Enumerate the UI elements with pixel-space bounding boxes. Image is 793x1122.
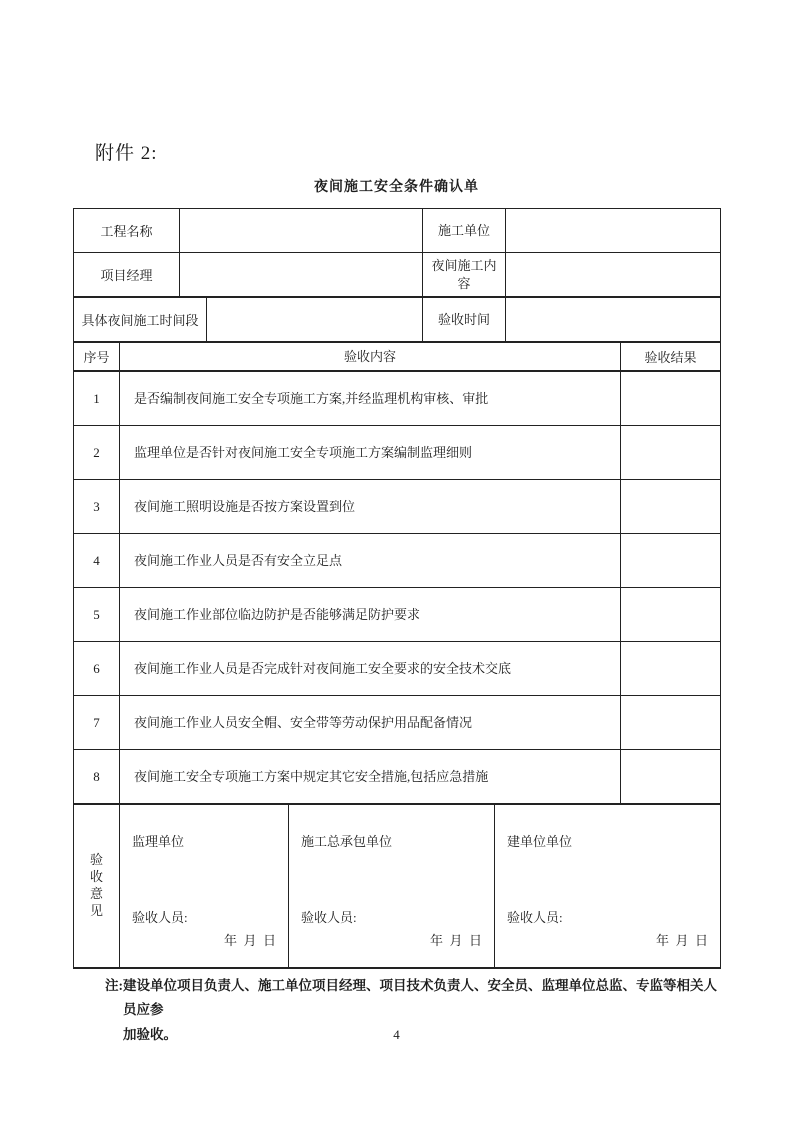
owner-personnel-label: 验收人员: xyxy=(507,910,563,925)
general-contractor-personnel-label: 验收人员: xyxy=(301,910,357,925)
footnote-prefix: 注: xyxy=(105,978,123,993)
info-row-time-period xyxy=(74,296,720,341)
header-index: 序号 xyxy=(74,343,120,370)
checklist-row-8 xyxy=(74,749,720,803)
owner-unit-cell xyxy=(495,805,720,967)
row-4-content: 夜间施工作业人员是否有安全立足点 xyxy=(120,534,621,587)
form-title: 夜间施工安全条件确认单 xyxy=(314,178,479,194)
row-3-result xyxy=(621,480,720,533)
row-1-number: 1 xyxy=(74,372,120,425)
row-6-number: 6 xyxy=(74,642,120,695)
row-3-content: 夜间施工照明设施是否按方案设置到位 xyxy=(120,480,621,533)
general-contractor-date-label: 年 月 日 xyxy=(429,933,482,948)
info-row-project xyxy=(74,209,720,252)
row-2-number: 2 xyxy=(74,426,120,479)
row-8-content: 夜间施工安全专项施工方案中规定其它安全措施,包括应急措施 xyxy=(120,750,621,803)
construction-unit-label-text: 施工单位 xyxy=(437,222,490,238)
row-8-number: 8 xyxy=(74,750,120,803)
supervision-unit-label: 监理单位 xyxy=(132,834,185,849)
row-3-number: 3 xyxy=(74,480,120,533)
owner-unit-label: 建单位单位 xyxy=(507,834,573,849)
general-contractor-label: 施工总承包单位 xyxy=(301,834,393,849)
info-row-manager xyxy=(74,252,720,296)
night-work-content-label-text: 夜间施工内容 xyxy=(431,257,497,291)
night-work-content-value xyxy=(506,253,720,296)
row-2-result xyxy=(621,426,720,479)
row-5-number: 5 xyxy=(74,588,120,641)
checklist-row-1 xyxy=(74,372,720,425)
acceptance-opinion-label-text: 验收意见 xyxy=(89,852,103,918)
general-contractor-cell xyxy=(289,805,495,967)
row-7-number: 7 xyxy=(74,696,120,749)
row-4-result xyxy=(621,534,720,587)
acceptance-opinion-section xyxy=(74,803,720,967)
checklist-header-row xyxy=(74,341,720,372)
construction-unit-value xyxy=(506,209,720,252)
project-name-value xyxy=(180,209,423,252)
attachment-label: 附件 2: xyxy=(95,143,158,164)
acceptance-time-label-text: 验收时间 xyxy=(437,311,490,327)
project-manager-value xyxy=(180,253,423,296)
row-1-content: 是否编制夜间施工安全专项施工方案,并经监理机构审核、审批 xyxy=(120,372,621,425)
acceptance-time-value xyxy=(506,298,720,341)
row-7-content: 夜间施工作业人员安全帽、安全带等劳动保护用品配备情况 xyxy=(120,696,621,749)
header-content: 验收内容 xyxy=(120,343,621,370)
night-time-period-value xyxy=(207,298,423,341)
row-6-content: 夜间施工作业人员是否完成针对夜间施工安全要求的安全技术交底 xyxy=(120,642,621,695)
checklist-row-4 xyxy=(74,533,720,587)
owner-date-label: 年 月 日 xyxy=(655,933,708,948)
footnote-line-1: 建设单位项目负责人、施工单位项目经理、项目技术负责人、安全员、监理单位总监、专监等相关人员应参 xyxy=(123,978,717,1018)
row-4-number: 4 xyxy=(74,534,120,587)
checklist-row-2 xyxy=(74,425,720,479)
checklist-row-6 xyxy=(74,641,720,695)
row-2-content: 监理单位是否针对夜间施工安全专项施工方案编制监理细则 xyxy=(120,426,621,479)
supervision-unit-cell xyxy=(120,805,289,967)
supervision-personnel-label: 验收人员: xyxy=(132,910,188,925)
confirmation-form-table xyxy=(73,208,721,969)
header-result: 验收结果 xyxy=(644,350,697,365)
checklist-row-7 xyxy=(74,695,720,749)
footnote-line-2: 加验收。 xyxy=(123,1026,177,1042)
row-7-result xyxy=(621,696,720,749)
project-manager-label: 项目经理 xyxy=(74,253,180,296)
row-5-content: 夜间施工作业部位临边防护是否能够满足防护要求 xyxy=(120,588,621,641)
checklist-row-5 xyxy=(74,587,720,641)
row-8-result xyxy=(621,750,720,803)
supervision-date-label: 年 月 日 xyxy=(223,933,276,948)
acceptance-time-label xyxy=(423,298,506,341)
row-5-result xyxy=(621,588,720,641)
page-number: 4 xyxy=(393,1027,400,1042)
acceptance-opinion-label xyxy=(74,805,120,967)
checklist-row-3 xyxy=(74,479,720,533)
row-1-result xyxy=(621,372,720,425)
project-name-label: 工程名称 xyxy=(74,209,180,252)
night-work-content-label xyxy=(423,253,506,296)
night-time-period-label: 具体夜间施工时间段 xyxy=(74,298,207,341)
construction-unit-label xyxy=(423,209,506,252)
row-6-result xyxy=(621,642,720,695)
